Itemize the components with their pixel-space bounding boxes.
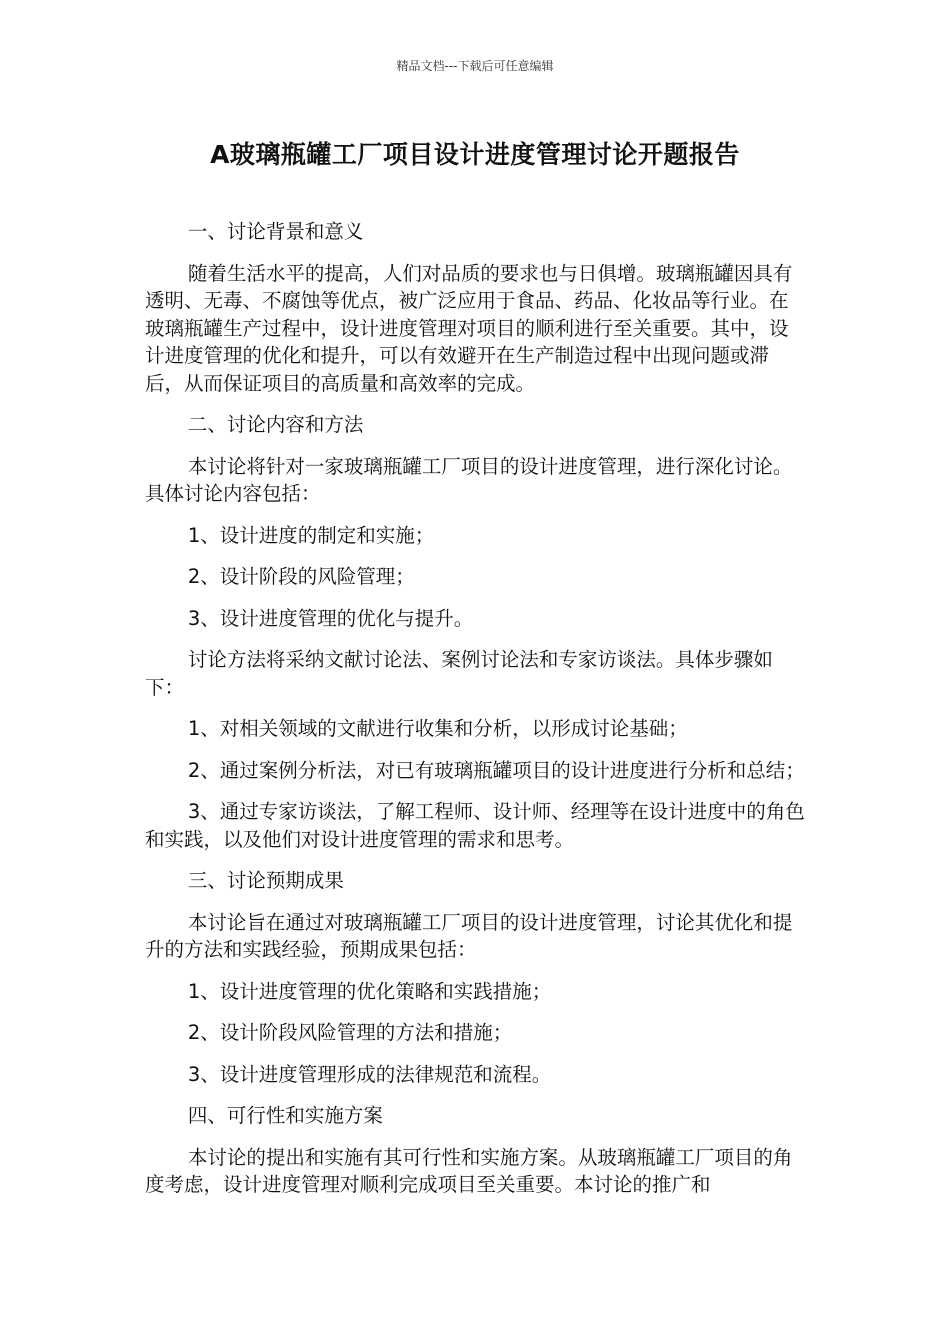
list-item-result-3: 3、设计进度管理形成的法律规范和流程。: [187, 1062, 552, 1086]
section-heading-expected-results: 三、讨论预期成果: [187, 869, 344, 892]
page-header: 精品文档---下载后可任意编辑: [396, 59, 554, 73]
list-item-content-3: 3、设计进度管理的优化与提升。: [187, 606, 474, 630]
document-title: A玻璃瓶罐工厂项目设计进度管理讨论开题报告: [210, 140, 740, 169]
section-heading-feasibility: 四、可行性和实施方案: [187, 1104, 383, 1127]
list-item-method-1: 1、对相关领域的文献进行收集和分析，以形成讨论基础；: [187, 717, 688, 740]
paragraph-expected-intro: 本讨论旨在通过对玻璃瓶罐工厂项目的设计进度管理，讨论其优化和提升的方法和实践经验，预期成果包括：: [145, 910, 793, 961]
list-item-content-2: 2、设计阶段的风险管理；: [187, 565, 415, 588]
list-item-result-2: 2、设计阶段风险管理的方法和措施；: [187, 1021, 513, 1044]
paragraph-method-intro: 讨论方法将采纳文献讨论法、案例讨论法和专家访谈法。具体步骤如下：: [145, 648, 773, 699]
list-item-method-3: 3、通过专家访谈法，了解工程师、设计师、经理等在设计进度中的角色和实践，以及他们对设计进度管理的需求和思考。: [145, 800, 805, 851]
section-heading-content-method: 二、讨论内容和方法: [187, 413, 364, 436]
paragraph-feasibility: 本讨论的提出和实施有其可行性和实施方案。从玻璃瓶罐工厂项目的角度考虑，设计进度管理对顺利完成项目至关重要。本讨论的推广和: [145, 1145, 793, 1196]
paragraph-background: 随着生活水平的提高，人们对品质的要求也与日俱增。玻璃瓶罐因具有透明、无毒、不腐蚀等优点，被广泛应用于食品、药品、化妆品等行业。在玻璃瓶罐生产过程中，设计进度管理对项目的顺利进行至关重要。其中，设计进度管理的优化和提升，可以有效避开在生产制造过程中出现问题或滞后，从而保证项目的高质量和高效率的完成。: [145, 261, 793, 395]
paragraph-content-intro: 本讨论将针对一家玻璃瓶罐工厂项目的设计进度管理，进行深化讨论。具体讨论内容包括：: [145, 454, 793, 505]
list-item-content-1: 1、设计进度的制定和实施；: [187, 523, 435, 547]
section-heading-background: 一、讨论背景和意义: [187, 220, 364, 243]
list-item-method-2: 2、通过案例分析法，对已有玻璃瓶罐项目的设计进度进行分析和总结；: [187, 758, 805, 782]
document-body: [145, 218, 807, 1199]
list-item-result-1: 1、设计进度管理的优化策略和实践措施；: [187, 979, 552, 1003]
